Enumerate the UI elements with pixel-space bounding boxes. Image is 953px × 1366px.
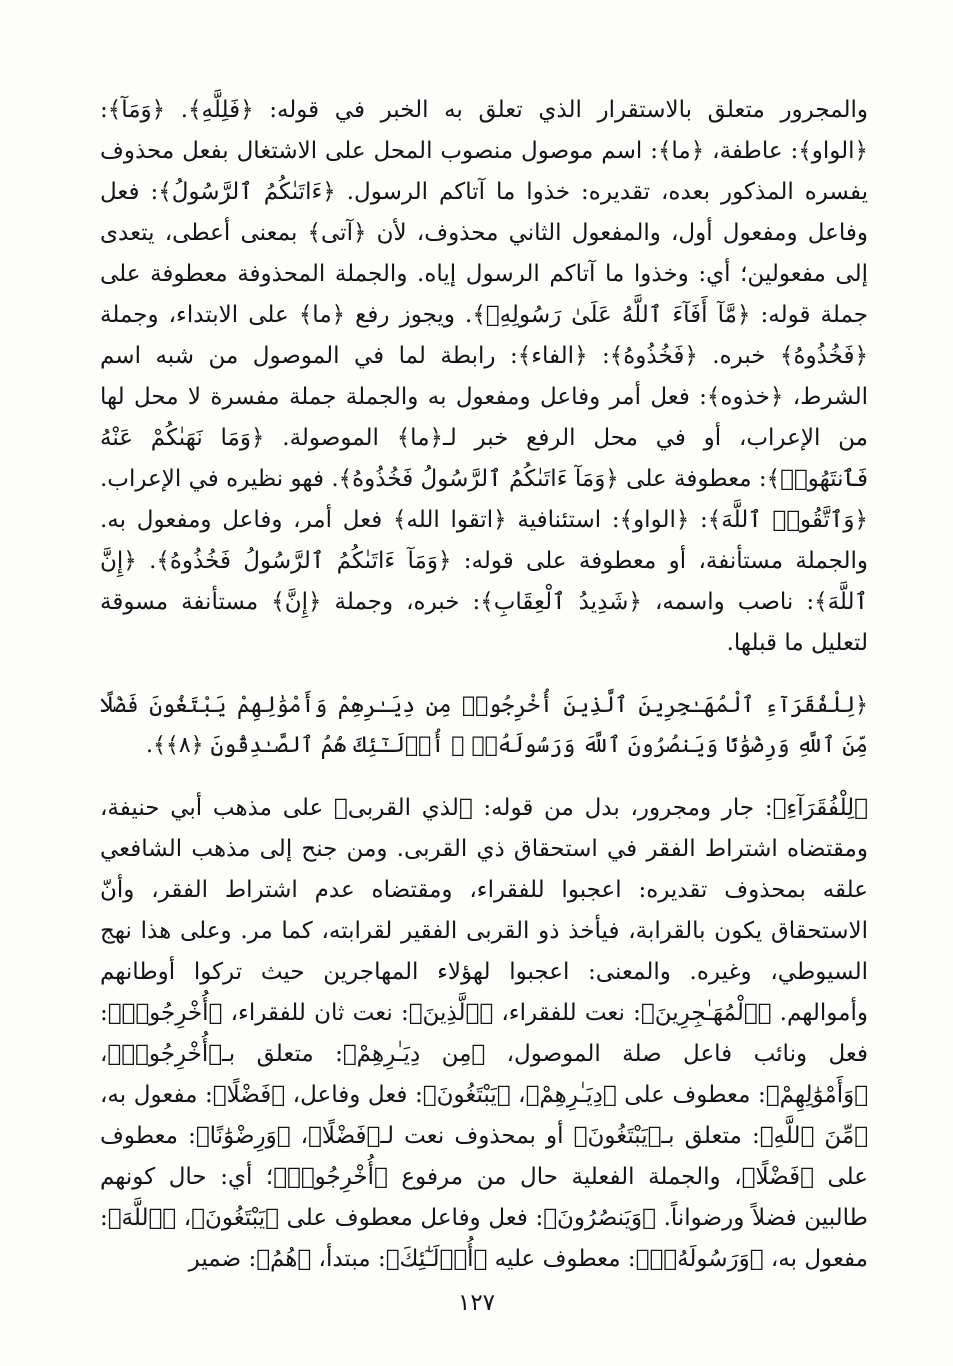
quran-verse: ﴿لِلْفُقَرَآءِ ٱلْمُهَـٰجِرِينَ ٱلَّذِينَ أُخْرِجُوا۟ مِن دِيَـٰرِهِمْ وَأَمْوَٰلِهِمْ يَبْتَغُونَ فَضْلًا مِّنَ ٱللَّهِ وَرِضْوَٰنًا وَيَنصُرُونَ ٱللَّهَ وَرَسُولَهُۥٓ ۚ أُو۟لَـٰٓئِكَ هُمُ ٱلصَّـٰدِقُونَ ﴿٨﴾﴾. — [100, 693, 868, 758]
paragraph-2: ﴿لِلْفُقَرَآءِ﴾: جار ومجرور، بدل من قوله: ﴿لذي القربى﴾ على مذهب أبي حنيفة، ومقتضاه اشتراط الفقر في استحقاق ذي القربى. ومن جنح إلى مذهب الشافعي علقه بمحذوف تقديره: اعجبوا للفقراء، ومقتضاه عدم اشتراط الفقر، وأنّ الاستحقاق يكون بالقرابة، فيأخذ ذو القربى الفقير لقرابته، كما مر. وعلى هذا نهج السيوطي، وغيره. والمعنى: اعجبوا لهؤلاء المهاجرين حيث تركوا أوطانهم وأموالهم. ﴿ٱلْمُهَـٰجِرِينَ﴾: نعت للفقراء، ﴿ٱلَّذِينَ﴾: نعت ثان للفقراء، ﴿أُخْرِجُوا۟﴾: فعل ونائب فاعل صلة الموصول، ﴿مِن دِيَـٰرِهِمْ﴾: متعلق بـ﴿أُخْرِجُوا۟﴾، ﴿وَأَمْوَٰلِهِمْ﴾: معطوف على ﴿دِيَـٰرِهِمْ﴾، ﴿يَبْتَغُونَ﴾: فعل وفاعل، ﴿فَضْلًا﴾: مفعول به، ﴿مِّنَ ٱللَّهِ﴾: متعلق بـ﴿يَبْتَغُونَ﴾ أو بمحذوف نعت لـ﴿فَضْلًا﴾، ﴿وَرِضْوَٰنًا﴾: معطوف على ﴿فَضْلًا﴾، والجملة الفعلية حال من مرفوع ﴿أُخْرِجُوا۟﴾؛ أي: حال كونهم طالبين فضلاً ورضواناً. ﴿وَيَنصُرُونَ﴾: فعل وفاعل معطوف على ﴿يَبْتَغُونَ﴾، ﴿ٱللَّهَ﴾: مفعول به، ﴿وَرَسُولَهُۥٓ﴾: معطوف عليه ﴿أُو۟لَـٰٓئِكَ﴾: مبتدأ، ﴿هُمُ﴾: ضمير — [100, 795, 868, 1272]
page-number: ١٢٧ — [457, 1290, 496, 1316]
paragraph-1: والمجرور متعلق بالاستقرار الذي تعلق به الخبر في قوله: ﴿فَلِلَّهِ﴾. ﴿وَمَآ﴾: ﴿الواو﴾: عاطفة، ﴿ما﴾: اسم موصول منصوب المحل على الاشتغال بفعل محذوف يفسره المذكور بعده، تقديره: خذوا ما آتاكم الرسول. ﴿ءَاتَىٰكُمُ ٱلرَّسُولُ﴾: فعل وفاعل ومفعول أول، والمفعول الثاني محذوف، لأن ﴿آتى﴾ بمعنى أعطى، يتعدى إلى مفعولين؛ أي: وخذوا ما آتاكم الرسول إياه. والجملة المحذوفة معطوفة على جملة قوله: ﴿مَّآ أَفَآءَ ٱللَّهُ عَلَىٰ رَسُولِهِۦ﴾. ويجوز رفع ﴿ما﴾ على الابتداء، وجملة ﴿فَخُذُوهُ﴾ خبره. ﴿فَخُذُوهُ﴾: ﴿الفاء﴾: رابطة لما في الموصول من شبه اسم الشرط، ﴿خذوه﴾: فعل أمر وفاعل ومفعول به والجملة جملة مفسرة لا محل لها من الإعراب، أو في محل الرفع خبر لـ﴿ما﴾ الموصولة. ﴿وَمَا نَهَىٰكُمْ عَنْهُ فَٱنتَهُوا۟﴾: معطوفة على ﴿وَمَآ ءَاتَىٰكُمُ ٱلرَّسُولُ فَخُذُوهُ﴾. فهو نظيره في الإعراب. ﴿وَٱتَّقُوا۟ ٱللَّهَ﴾: ﴿الواو﴾: استئنافية ﴿اتقوا الله﴾ فعل أمر، وفاعل ومفعول به. والجملة مستأنفة، أو معطوفة على قوله: ﴿وَمَآ ءَاتَىٰكُمُ ٱلرَّسُولُ فَخُذُوهُ﴾. ﴿إِنَّ ٱللَّهَ﴾: ناصب واسمه، ﴿شَدِيدُ ٱلْعِقَابِ﴾: خبره، وجملة ﴿إِنَّ﴾ مستأنفة مسوقة لتعليل ما قبلها. — [100, 97, 868, 656]
